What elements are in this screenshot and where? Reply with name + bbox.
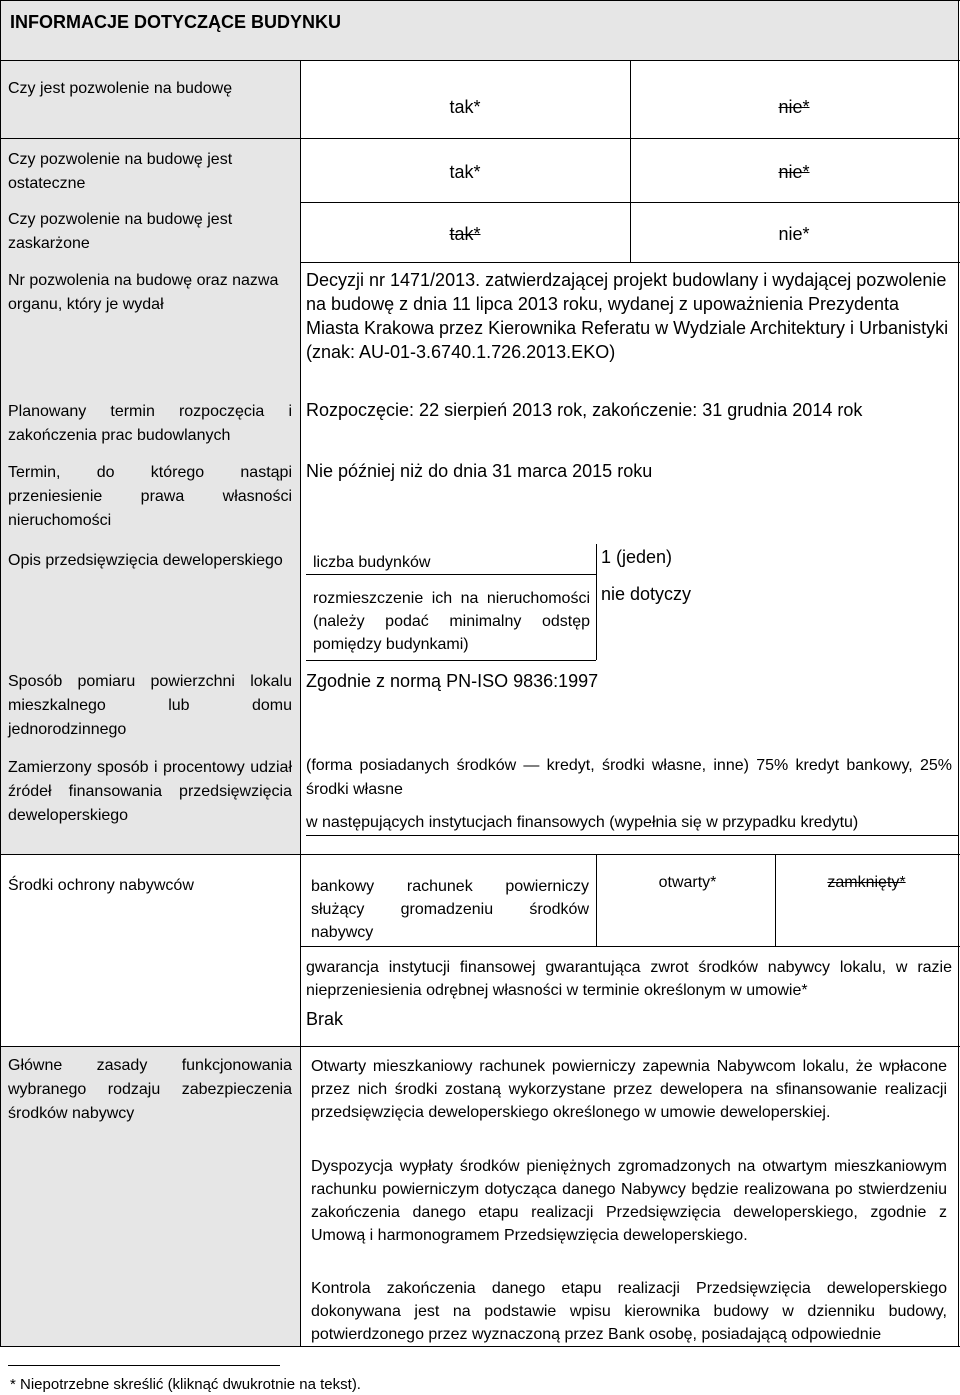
table-border-bottom: [0, 1346, 960, 1347]
table-divider-labels: [300, 60, 301, 139]
final-no[interactable]: nie*: [778, 162, 810, 182]
final-yes[interactable]: tak*: [449, 162, 481, 182]
footnote: * Niepotrzebne skreślić (kliknąć dwukrotnie na tekst).: [10, 1376, 361, 1393]
table-divider-yesno: [630, 60, 631, 138]
table-line: [300, 262, 960, 263]
table-line: [300, 202, 960, 203]
label-description: Opis przedsięwzięcia deweloperskiego: [8, 552, 283, 569]
table-divider-labels: [300, 138, 301, 1346]
permit-no[interactable]: nie*: [778, 97, 810, 117]
table-border-left: [0, 0, 1, 1346]
label-permit-number: Nr pozwolenia na budowę oraz nazwa organu, który je wydał: [8, 272, 279, 313]
table-border-top: [0, 0, 960, 1]
table-divider-yesno: [630, 138, 631, 263]
appealed-yes[interactable]: tak*: [449, 224, 481, 244]
financing-institutions: w następujących instytucjach finansowych (wypełnia się w przypadku kredytu): [306, 814, 859, 831]
description-subgrid-divider: [596, 544, 597, 660]
measurement-value: Zgodnie z normą PN-ISO 9836:1997: [306, 671, 599, 691]
buildings-count-label: liczba budynków: [313, 554, 431, 571]
transfer-value: Nie później niż do dnia 31 marca 2015 roku: [306, 461, 653, 481]
table-line: [0, 60, 960, 61]
schedule-value: Rozpoczęcie: 22 sierpień 2013 rok, zakończenie: 31 grudnia 2014 rok: [306, 400, 863, 420]
escrow-open-option[interactable]: otwarty*: [658, 874, 717, 891]
guarantee-value: Brak: [306, 1009, 344, 1029]
table-line: [0, 138, 960, 139]
label-financing: Zamierzony sposób i procentowy udział źródeł finansowania przedsięwzięcia deweloperskiego: [8, 759, 292, 824]
label-permit: Czy jest pozwolenie na budowę: [8, 80, 233, 97]
placement-label: rozmieszczenie ich na nieruchomości (należy podać minimalny odstęp pomiędzy budynkami): [313, 590, 590, 653]
description-subgrid-line: [306, 574, 596, 575]
escrow-closed-option[interactable]: zamknięty*: [827, 874, 906, 891]
financing-line: [306, 835, 958, 836]
label-transfer: Termin, do którego nastąpi przeniesienie prawa własności nieruchomości: [8, 464, 292, 529]
label-schedule: Planowany termin rozpoczęcia i zakończenia prac budowlanych: [8, 403, 292, 444]
label-protection: Środki ochrony nabywców: [8, 877, 194, 894]
table-line: [0, 1046, 960, 1047]
permit-yes[interactable]: tak*: [449, 97, 481, 117]
principles-paragraph-3: Kontrola zakończenia danego etapu realizacji Przedsięwzięcia deweloperskiego dokonywana jest na podstawie wpisu kierownika budowy w dzienniku budowy, potwierdzonego przez wyznaczoną przez Bank osobę, posiadającą odpowiednie: [311, 1280, 947, 1343]
protection-line: [300, 946, 960, 947]
protection-divider: [596, 854, 597, 946]
table-line: [0, 854, 960, 855]
principles-paragraph-2: Dyspozycja wypłaty środków pieniężnych zgromadzonych na otwartym mieszkaniowym rachunku powierniczym dotycząca danego Nabywcy będzie realizowana po stwierdzeniu zakończenia danego etapu realizacji Przedsięwzięcia deweloperskiego, zgodnie z Umową i harmonogramem Przedsięwzięcia deweloperskiego.: [311, 1158, 947, 1244]
label-permit-appealed: Czy pozwolenie na budowę jest zaskarżone: [8, 211, 233, 252]
permit-number-value: Decyzji nr 1471/2013. zatwierdzającej projekt budowlany i wydającej pozwolenie na budowę z dnia 11 lipca 2013 roku, wydanej z upoważnienia Prezydenta Miasta Krakowa przez Kierownika Referatu w Wydziale Architektury i Urbanistyki (znak: AU-01-3.6740.1.726.2013.EKO): [306, 270, 949, 362]
buildings-count-value: 1 (jeden): [601, 547, 673, 567]
label-permit-final: Czy pozwolenie na budowę jest ostateczne: [8, 151, 233, 192]
appealed-no[interactable]: nie*: [778, 224, 810, 244]
principles-paragraph-1: Otwarty mieszkaniowy rachunek powierniczy zapewnia Nabywcom lokalu, że wpłacone przez nich środki zostaną wykorzystane przez dewelopera na sfinansowanie realizacji przedsięwzięcia deweloperskiego określonego w umowie deweloperskiej.: [311, 1058, 947, 1121]
escrow-account-label: bankowy rachunek powierniczy służący gromadzeniu środków nabywcy: [311, 878, 589, 941]
financing-value: (forma posiadanych środków — kredyt, środki własne, inne) 75% kredyt bankowy, 25% środki własne: [306, 757, 952, 798]
section-title: INFORMACJE DOTYCZĄCE BUDYNKU: [10, 12, 342, 32]
footnote-separator: [8, 1365, 280, 1366]
label-measurement: Sposób pomiaru powierzchni lokalu mieszkalnego lub domu jednorodzinnego: [8, 673, 292, 738]
placement-value: nie dotyczy: [601, 584, 692, 604]
protection-divider: [775, 854, 776, 946]
label-principles: Główne zasady funkcjonowania wybranego rodzaju zabezpieczenia środków nabywcy: [8, 1057, 292, 1122]
description-subgrid-line: [306, 660, 596, 661]
guarantee-label: gwarancja instytucji finansowej gwarantująca zwrot środków nabywcy lokalu, w razie nieprzeniesienia odrębnej własności w terminie określonym w umowie*: [306, 959, 952, 999]
